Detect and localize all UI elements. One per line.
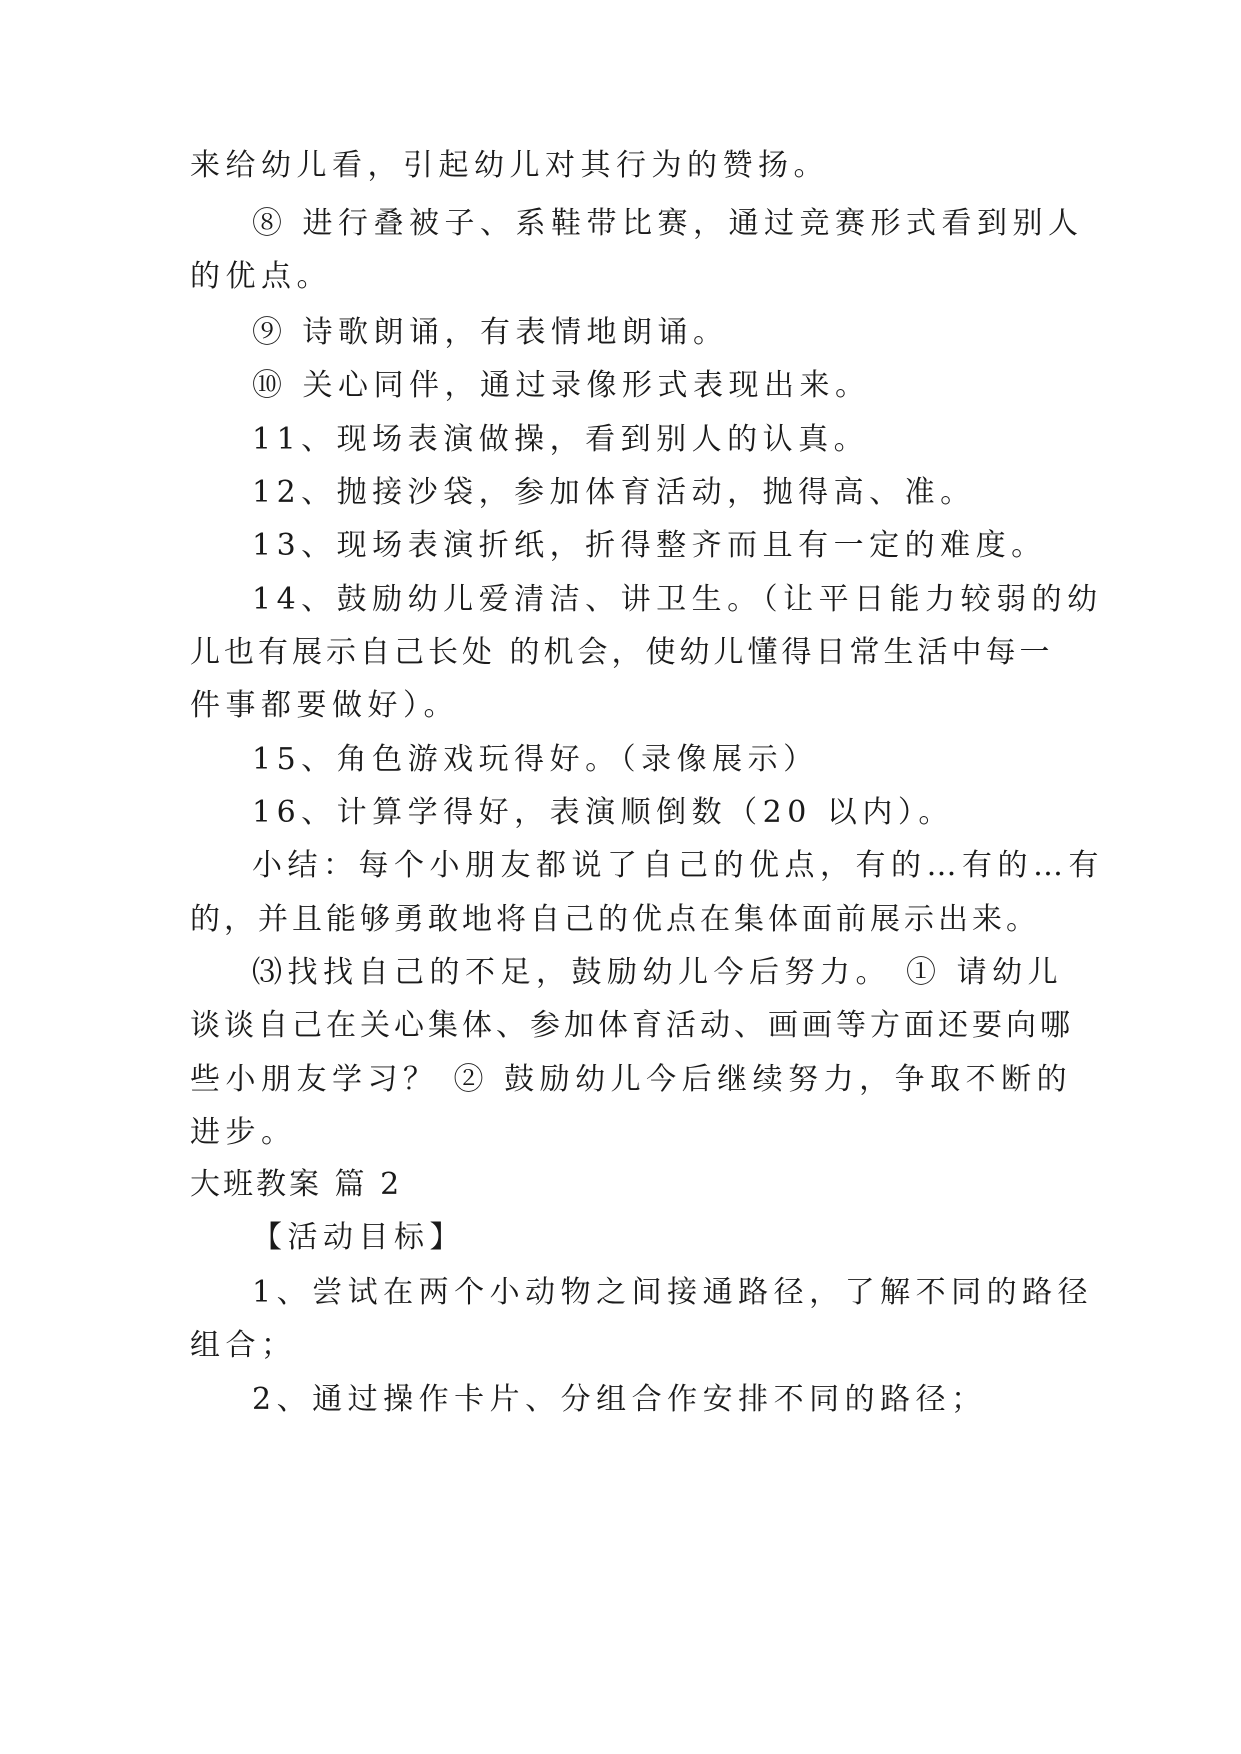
- section-heading: 大班教案 篇 2: [190, 1167, 403, 1202]
- paragraph-line: 的，并且能够勇敢地将自己的优点在集体面前展示出来。: [190, 902, 1040, 937]
- paragraph-line: 些小朋友学习？ ② 鼓励幼儿今后继续努力，争取不断的: [190, 1062, 1073, 1097]
- paragraph-line: 11、现场表演做操，看到别人的认真。: [252, 422, 870, 457]
- paragraph-line: 儿也有展示自己长处 的机会，使幼儿懂得日常生活中每一: [190, 635, 1054, 670]
- paragraph-line: 15、角色游戏玩得好。（录像展示）: [252, 742, 819, 777]
- paragraph-line: 来给幼儿看，引起幼儿对其行为的赞扬。: [190, 148, 829, 183]
- paragraph-line: ⑩ 关心同伴，通过录像形式表现出来。: [252, 368, 871, 403]
- paragraph-line: 件事都要做好）。: [190, 688, 459, 723]
- paragraph-line: 进步。: [190, 1115, 297, 1150]
- paragraph-line: 14、鼓励幼儿爱清洁、讲卫生。（让平日能力较弱的幼: [252, 582, 1103, 617]
- paragraph-line: 的优点。: [190, 259, 332, 294]
- paragraph-line: ⑨ 诗歌朗诵，有表情地朗诵。: [252, 315, 729, 350]
- paragraph-line: 1、尝试在两个小动物之间接通路径，了解不同的路径: [252, 1275, 1094, 1310]
- paragraph-line: 2、通过操作卡片、分组合作安排不同的路径；: [252, 1382, 987, 1417]
- paragraph-line: ⑧ 进行叠被子、系鞋带比赛，通过竞赛形式看到别人: [252, 206, 1084, 241]
- paragraph-line: 组合；: [190, 1328, 297, 1363]
- paragraph-line: 谈谈自己在关心集体、参加体育活动、画画等方面还要向哪: [190, 1008, 1074, 1043]
- paragraph-line: 16、计算学得好，表演顺倒数（20 以内）。: [252, 795, 954, 830]
- paragraph-line: 13、现场表演折纸，折得整齐而且有一定的难度。: [252, 528, 1047, 563]
- paragraph-line: 小结：每个小朋友都说了自己的优点，有的…有的…有: [252, 848, 1104, 883]
- paragraph-line: ⑶找找自己的不足，鼓励幼儿今后努力。 ① 请幼儿: [252, 955, 1064, 990]
- subsection-heading: 【活动目标】: [252, 1220, 465, 1255]
- paragraph-line: 12、抛接沙袋，参加体育活动，抛得高、准。: [252, 475, 976, 510]
